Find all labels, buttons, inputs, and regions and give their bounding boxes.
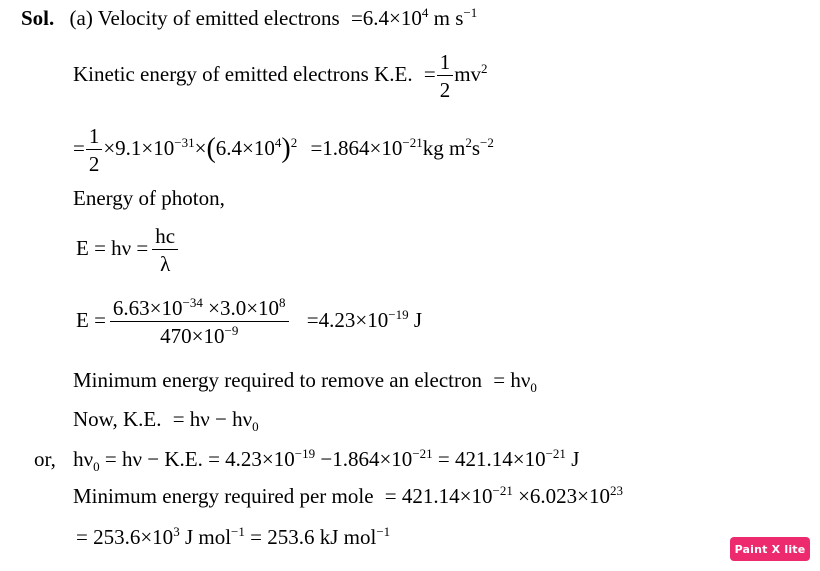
min-energy-text: Minimum energy required to remove an electron <box>73 368 482 392</box>
half-fraction: $\frac{1}{2}$ <box>437 50 454 102</box>
now-ke-line <box>73 407 259 434</box>
or-line <box>34 446 580 474</box>
work-function-calculation: $h\nu_0 = h\nu - K.E$. = $4.23\times 10^{-19} -1.864\times 10^{-21} = 421.14\times 10^{-21}$ J <box>73 446 580 474</box>
e-calc-lhs: E = <box>76 307 106 332</box>
half-fraction: $\frac{1}{2}$ <box>86 124 103 176</box>
equals-sign: = <box>423 61 436 86</box>
part-a-text: (a) Velocity of emitted electrons <box>69 6 340 30</box>
now-ke-expression: = $h\nu - h\nu_0$ <box>172 407 259 434</box>
ke-result: $=1.864\times 10^{-21}kg$ $m^2s^{-2}$ <box>310 134 494 160</box>
photon-energy-result: $=4.23\times 10^{-19}$ J <box>306 306 423 332</box>
photon-energy-formula <box>76 224 179 276</box>
per-mole-text: Minimum energy required per mole <box>73 484 374 508</box>
min-energy-line <box>73 368 537 395</box>
ke-definition-line <box>73 50 488 102</box>
e-formula-lhs: E = hν = <box>76 235 149 260</box>
paint-x-lite-badge: Paint X lite <box>730 537 810 561</box>
hc-over-lambda: $\frac{hc}{\lambda}$ <box>152 224 178 276</box>
threshold-energy: = $h\nu_0$ <box>493 368 537 395</box>
photon-energy-heading: Energy of photon, <box>73 186 225 210</box>
solution-line-velocity <box>21 5 478 30</box>
velocity-value: $=6.4\times 10^4$ m $s^{-1}$ <box>350 5 478 30</box>
ke-calculation-line <box>73 124 494 176</box>
photon-energy-calculation <box>76 296 422 348</box>
per-mole-line <box>73 483 624 508</box>
energy-fraction: $\frac{6.63\times 10^{-34} \times 3.0\times 10^8}{470\times 10^{-9}}$ <box>110 296 289 348</box>
mv-squared: $mv^2$ <box>454 60 488 86</box>
or-label: or, <box>34 447 56 471</box>
now-ke-text: Now, K.E. <box>73 407 162 431</box>
ke-definition-text: Kinetic energy of emitted electrons K.E. <box>73 61 413 86</box>
sol-label: Sol. <box>21 6 55 30</box>
equals-sign: = <box>73 135 85 160</box>
ke-calc-expression: $\times 9.1\times 10^{-31}\times(6.4\times 10^4)^2$ <box>103 132 298 164</box>
final-answer-line: = $253.6\times 10^3$ J mol$^{-1}$ = 253.6 kJ mol$^{-1}$ <box>76 524 391 549</box>
per-mole-expression: = $421.14\times 10^{-21} \times 6.023\times 10^{23}$ <box>384 483 624 508</box>
